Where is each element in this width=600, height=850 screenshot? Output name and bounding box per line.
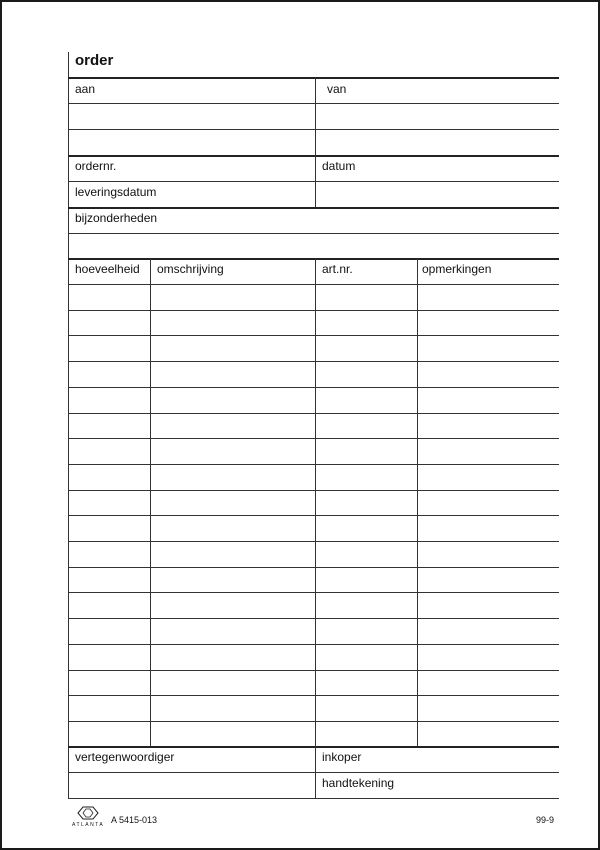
- table-row-rule: [68, 387, 559, 388]
- table-top-rule: [68, 258, 559, 260]
- field-ordernr-label: ordernr.: [75, 159, 117, 173]
- bottom-divider: [315, 746, 316, 798]
- table-row-rule: [68, 413, 559, 414]
- col-hoeveelheid-header: hoeveelheid: [75, 262, 140, 276]
- field-inkoper-label: inkoper: [322, 750, 362, 764]
- table-row-rule: [68, 490, 559, 491]
- col-omschrijving-header: omschrijving: [157, 262, 224, 276]
- field-van-label: van: [327, 82, 347, 96]
- table-row-rule: [68, 695, 559, 696]
- col-artnr-header: art.nr.: [322, 262, 353, 276]
- table-row-rule: [68, 310, 559, 311]
- table-row-rule: [68, 335, 559, 336]
- form-title: order: [75, 52, 114, 69]
- rule-bottom-section: [68, 746, 559, 748]
- rule-levering: [68, 181, 559, 182]
- rule-aan-1: [68, 103, 559, 104]
- rule-aan-2: [68, 129, 559, 130]
- form-left-rule: [68, 52, 69, 798]
- atlanta-logo-icon: [76, 806, 100, 820]
- table-row-rule: [68, 592, 559, 593]
- table-row-rule: [68, 670, 559, 671]
- table-row-rule: [68, 644, 559, 645]
- footer-version: 99-9: [536, 815, 555, 825]
- table-row-rule: [68, 438, 559, 439]
- col-divider-2: [315, 258, 316, 746]
- table-row-rule: [68, 721, 559, 722]
- table-row-rule: [68, 541, 559, 542]
- table-row-rule: [68, 618, 559, 619]
- rule-ordernr: [68, 155, 559, 157]
- table-row-rule: [68, 515, 559, 516]
- header-divider: [315, 77, 316, 207]
- table-row-rule: [68, 361, 559, 362]
- footer-brand: ATLANTA: [72, 822, 105, 828]
- col-opmerkingen-header: opmerkingen: [422, 262, 492, 276]
- footer-form-code: A 5415-013: [111, 815, 158, 825]
- table-row-rule: [68, 567, 559, 568]
- field-datum-label: datum: [322, 159, 356, 173]
- col-divider-1: [150, 258, 151, 746]
- rule-handtekening: [68, 772, 559, 773]
- field-leveringsdatum-label: leveringsdatum: [75, 185, 157, 199]
- col-divider-3: [417, 258, 418, 746]
- table-row-rule: [68, 464, 559, 465]
- rule-top: [68, 77, 559, 79]
- field-handtekening-label: handtekening: [322, 776, 395, 790]
- rule-bijzonder-line: [68, 233, 559, 234]
- table-row-rule: [68, 284, 559, 285]
- rule-bijzonder: [68, 207, 559, 209]
- field-bijzonderheden-label: bijzonderheden: [75, 211, 158, 225]
- field-aan-label: aan: [75, 82, 96, 96]
- field-vertegenwoordiger-label: vertegenwoordiger: [75, 750, 175, 764]
- rule-form-end: [68, 798, 559, 799]
